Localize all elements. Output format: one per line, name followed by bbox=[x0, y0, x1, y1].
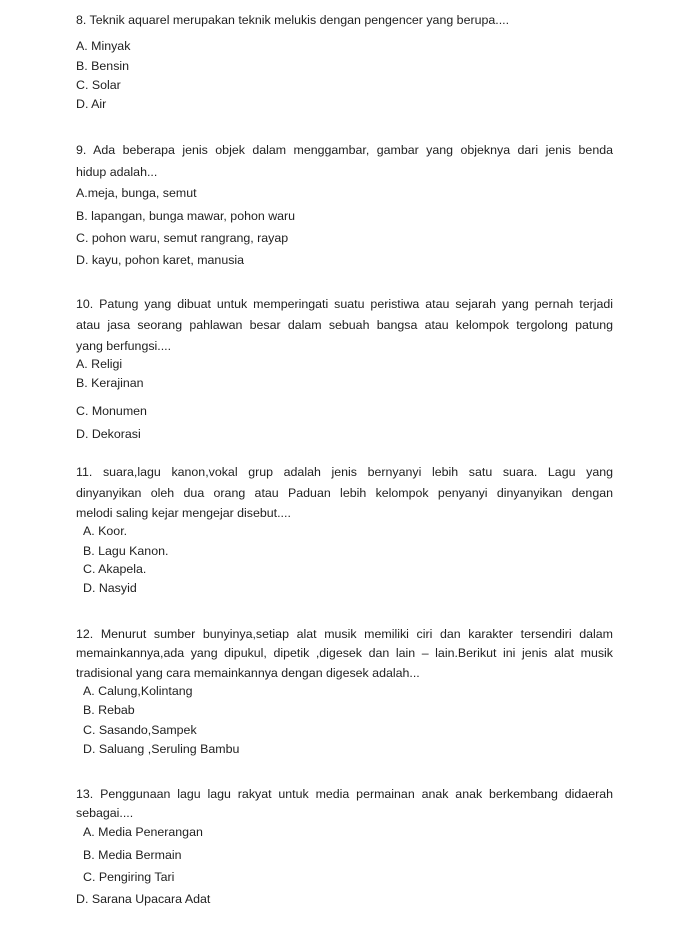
question-10-text-line-3: yang berfungsi.... bbox=[76, 339, 172, 353]
question-12-text-line-1: 12. Menurut sumber bunyinya,setiap alat musik memiliki ciri dan karakter tersendiri dalam bbox=[76, 627, 613, 641]
question-9-option-c: C. pohon waru, semut rangrang, rayap bbox=[76, 231, 289, 245]
question-8-option-b: B. Bensin bbox=[76, 59, 130, 73]
question-12-option-a: A. Calung,Kolintang bbox=[83, 684, 193, 698]
question-11-option-a: A. Koor. bbox=[83, 524, 128, 538]
question-11-text-line-1: 11. suara,lagu kanon,vokal grup adalah jenis bernyanyi lebih satu suara. Lagu yang bbox=[76, 465, 613, 479]
question-13-option-d: D. Sarana Upacara Adat bbox=[76, 892, 211, 906]
question-13-option-b: B. Media Bermain bbox=[83, 848, 182, 862]
question-11-text-line-3: melodi saling kejar mengejar disebut.... bbox=[76, 506, 291, 520]
question-10-option-a: A. Religi bbox=[76, 357, 123, 371]
question-10-option-b: B. Kerajinan bbox=[76, 376, 144, 390]
question-10-text-line-2: atau jasa seorang pahlawan besar dalam sebuah bangsa atau kelompok tergolong patung bbox=[76, 318, 613, 332]
question-11-option-d: D. Nasyid bbox=[83, 581, 137, 595]
question-12-option-c: C. Sasando,Sampek bbox=[83, 723, 197, 737]
question-8-text: 8. Teknik aquarel merupakan teknik melukis dengan pengencer yang berupa.... bbox=[76, 13, 510, 27]
question-12-option-b: B. Rebab bbox=[83, 703, 135, 717]
question-9-text-line-1: 9. Ada beberapa jenis objek dalam menggambar, gambar yang objeknya dari jenis benda bbox=[76, 143, 613, 157]
question-13-text-line-1: 13. Penggunaan lagu lagu rakyat untuk media permainan anak anak berkembang didaerah bbox=[76, 787, 613, 801]
question-13-text-line-2: sebagai.... bbox=[76, 806, 134, 820]
question-12-text-line-3: tradisional yang cara memainkannya dengan digesek adalah... bbox=[76, 666, 420, 680]
question-9-option-a: A.meja, bunga, semut bbox=[76, 186, 197, 200]
question-8-option-d: D. Air bbox=[76, 97, 107, 111]
question-10-option-d: D. Dekorasi bbox=[76, 427, 141, 441]
question-11-option-c: C. Akapela. bbox=[83, 562, 147, 576]
question-9-text-line-2: hidup adalah... bbox=[76, 165, 158, 179]
question-13-option-c: C. Pengiring Tari bbox=[83, 870, 175, 884]
question-10-text-line-1: 10. Patung yang dibuat untuk memperingati suatu peristiwa atau sejarah yang pernah terjadi bbox=[76, 297, 613, 311]
question-11-option-b: B. Lagu Kanon. bbox=[83, 544, 169, 558]
question-11-text-line-2: dinyanyikan oleh dua orang atau Paduan lebih kelompok penyanyi dinyanyikan dengan bbox=[76, 486, 613, 500]
question-8-option-c: C. Solar bbox=[76, 78, 121, 92]
question-8-option-a: A. Minyak bbox=[76, 39, 131, 53]
question-9-option-d: D. kayu, pohon karet, manusia bbox=[76, 253, 245, 267]
question-9-option-b: B. lapangan, bunga mawar, pohon waru bbox=[76, 209, 296, 223]
question-13-option-a: A. Media Penerangan bbox=[83, 825, 203, 839]
question-12-option-d: D. Saluang ,Seruling Bambu bbox=[83, 742, 240, 756]
question-12-text-line-2: memainkannya,ada yang dipukul, dipetik ,digesek dan lain – lain.Berikut ini jenis alat musik bbox=[76, 646, 613, 660]
question-10-option-c: C. Monumen bbox=[76, 404, 147, 418]
